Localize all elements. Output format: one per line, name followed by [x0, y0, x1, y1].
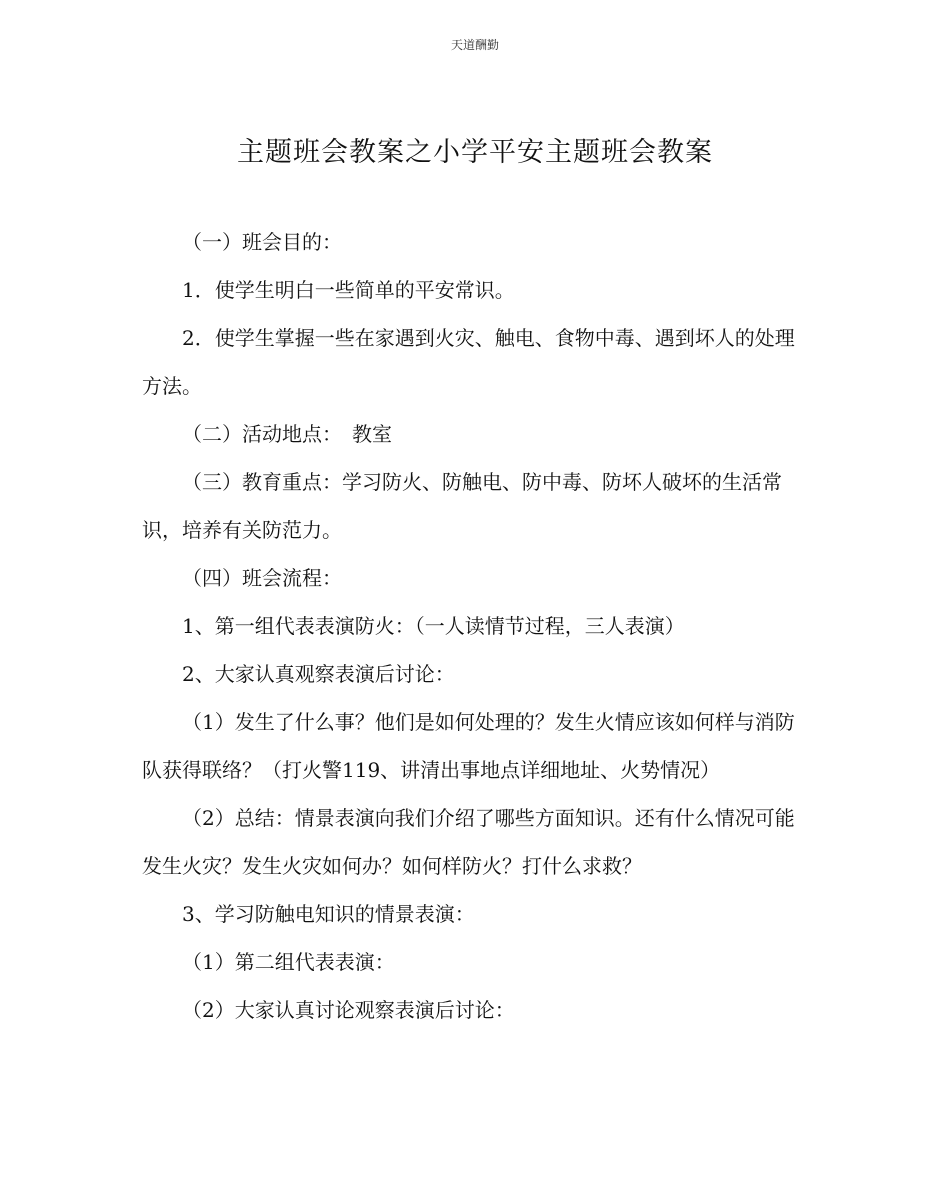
paragraph-location: （二）活动地点： 教室 — [182, 422, 392, 446]
paragraph-step-2-2: （2）总结：情景表演向我们介绍了哪些方面知识。还有什么情况可能发生火灾？发生火灾如何办？如何样防火？打什么求救？ — [142, 806, 795, 878]
paragraph-class-goal-heading: （一）班会目的： — [182, 230, 342, 254]
paragraph-step-3-1: （1）第二组代表表演： — [182, 950, 395, 974]
paragraph-step-2: 2、大家认真观察表演后讨论： — [182, 662, 455, 686]
paragraph-step-3-2: （2）大家认真讨论观察表演后讨论： — [182, 998, 515, 1022]
paragraph-process-heading: （四）班会流程： — [182, 566, 342, 590]
paragraph-step-2-1: （1）发生了什么事？他们是如何处理的？发生火情应该如何样与消防队获得联络？（打火警119、讲清出事地点详细地址、火势情况） — [142, 710, 795, 782]
paragraph-step-1: 1、第一组代表表演防火：（一人读情节过程，三人表演） — [182, 614, 685, 638]
paragraph-step-3: 3、学习防触电知识的情景表演： — [182, 902, 475, 926]
paragraph-goal-1: 1．使学生明白一些简单的平安常识。 — [182, 278, 515, 302]
page-header: 天道酬勤 — [450, 38, 499, 52]
paragraph-goal-2: 2．使学生掌握一些在家遇到火灾、触电、食物中毒、遇到坏人的处理方法。 — [142, 326, 795, 398]
document-body — [142, 218, 808, 1034]
document-title: 主题班会教案之小学平安主题班会教案 — [237, 137, 713, 168]
paragraph-focus: （三）教育重点：学习防火、防触电、防中毒、防坏人破坏的生活常识，培养有关防范力。 — [142, 470, 782, 542]
